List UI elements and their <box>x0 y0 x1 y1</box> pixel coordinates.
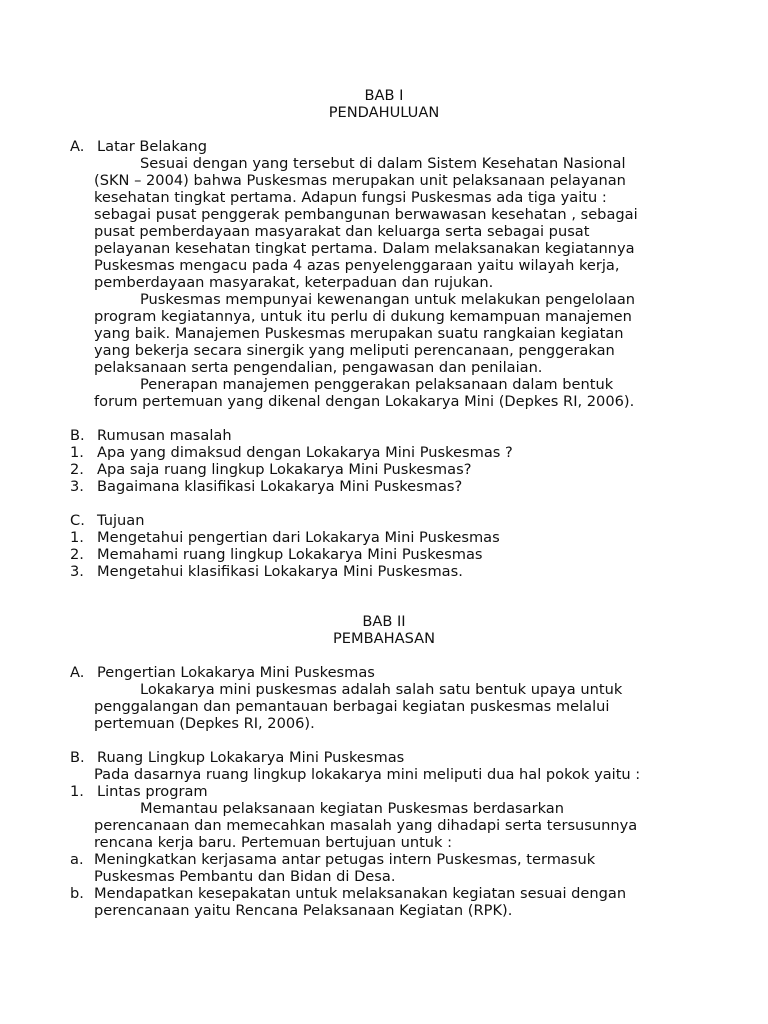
paragraph-line: program kegiatannya, untuk itu perlu di dukung kemampuan manajemen <box>94 308 632 325</box>
list-item <box>70 461 471 478</box>
list-item <box>70 546 483 563</box>
paragraph-line: rencana kerja baru. Pertemuan bertujuan untuk : <box>94 834 453 851</box>
section-heading-rumusan-masalah <box>70 427 232 444</box>
list-item <box>70 783 208 800</box>
section-heading-pengertian <box>70 664 375 681</box>
list-text: Memahami ruang lingkup Lokakarya Mini Puskesmas <box>97 546 483 563</box>
section-heading-tujuan <box>70 512 144 529</box>
alpha-list-item <box>70 851 595 868</box>
list-text: Mendapatkan kesepakatan untuk melaksanakan kegiatan sesuai dengan <box>94 885 627 902</box>
paragraph-line: Lokakarya mini puskesmas adalah salah satu bentuk upaya untuk <box>140 681 623 698</box>
paragraph-line: Pada dasarnya ruang lingkup lokakarya mini meliputi dua hal pokok yaitu : <box>94 766 641 783</box>
section-letter: B. <box>70 427 85 444</box>
section-title: Tujuan <box>97 512 145 529</box>
list-text: Bagaimana klasifikasi Lokakarya Mini Puskesmas? <box>97 478 463 495</box>
chapter-1-heading <box>0 87 768 121</box>
section-letter: B. <box>70 749 85 766</box>
list-number: 1. <box>70 444 84 461</box>
section-title: Pengertian Lokakarya Mini Puskesmas <box>97 664 375 681</box>
paragraph-line: pusat pemberdayaan masyarakat dan keluarga serta sebagai pusat <box>94 223 590 240</box>
chapter-2-heading <box>0 613 768 647</box>
list-item <box>70 478 462 495</box>
chapter-title: BAB I <box>364 87 404 104</box>
paragraph-line: Sesuai dengan yang tersebut di dalam Sistem Kesehatan Nasional <box>140 155 626 172</box>
paragraph-line: perencanaan yaitu Rencana Pelaksanaan Kegiatan (RPK). <box>94 902 513 919</box>
paragraph-line: (SKN – 2004) bahwa Puskesmas merupakan unit pelaksanaan pelayanan <box>94 172 626 189</box>
section-letter: C. <box>70 512 85 529</box>
section-letter: A. <box>70 664 85 681</box>
paragraph-line: pertemuan (Depkes RI, 2006). <box>94 715 315 732</box>
paragraph-line: sebagai pusat penggerak pembangunan berwawasan kesehatan , sebagai <box>94 206 638 223</box>
chapter-title: BAB II <box>362 613 406 630</box>
list-item <box>70 529 500 546</box>
list-number: 3. <box>70 563 84 580</box>
list-text: Mengetahui pengertian dari Lokakarya Mini Puskesmas <box>97 529 500 546</box>
paragraph-line: perencanaan dan memecahkan masalah yang dihadapi serta tersusunnya <box>94 817 638 834</box>
paragraph-line: forum pertemuan yang dikenal dengan Lokakarya Mini (Depkes RI, 2006). <box>94 393 635 410</box>
list-text: Lintas program <box>97 783 208 800</box>
paragraph-line: Penerapan manajemen penggerakan pelaksanaan dalam bentuk <box>140 376 614 393</box>
paragraph-line: Memantau pelaksanaan kegiatan Puskesmas berdasarkan <box>140 800 564 817</box>
list-text: Meningkatkan kerjasama antar petugas intern Puskesmas, termasuk <box>94 851 596 868</box>
paragraph-line: kesehatan tingkat pertama. Adapun fungsi Puskesmas ada tiga yaitu : <box>94 189 607 206</box>
list-text: Apa saja ruang lingkup Lokakarya Mini Puskesmas? <box>97 461 472 478</box>
paragraph-line: pelaksanaan serta pengendalian, pengawasan dan penilaian. <box>94 359 543 376</box>
list-number: 2. <box>70 546 84 563</box>
section-title: Ruang Lingkup Lokakarya Mini Puskesmas <box>97 749 405 766</box>
section-title: Latar Belakang <box>97 138 208 155</box>
list-text: Mengetahui klasifikasi Lokakarya Mini Puskesmas. <box>97 563 463 580</box>
section-letter: A. <box>70 138 85 155</box>
list-number: 1. <box>70 783 84 800</box>
list-text: Apa yang dimaksud dengan Lokakarya Mini Puskesmas ? <box>97 444 513 461</box>
section-title: Rumusan masalah <box>97 427 232 444</box>
list-letter: a. <box>70 851 84 868</box>
paragraph-line: Puskesmas Pembantu dan Bidan di Desa. <box>94 868 396 885</box>
paragraph-line: pelayanan kesehatan tingkat pertama. Dalam melaksanakan kegiatannya <box>94 240 635 257</box>
paragraph-line: yang baik. Manajemen Puskesmas merupakan suatu rangkaian kegiatan <box>94 325 624 342</box>
list-item <box>70 444 513 461</box>
chapter-subtitle: PEMBAHASAN <box>333 630 435 647</box>
paragraph-line: Puskesmas mengacu pada 4 azas penyelenggaraan yaitu wilayah kerja, <box>94 257 620 274</box>
list-number: 1. <box>70 529 84 546</box>
paragraph-line: Puskesmas mempunyai kewenangan untuk melakukan pengelolaan <box>140 291 636 308</box>
list-number: 2. <box>70 461 84 478</box>
section-heading-ruang-lingkup <box>70 749 404 766</box>
paragraph-line: pemberdayaan masyarakat, keterpaduan dan rujukan. <box>94 274 494 291</box>
alpha-list-item <box>70 885 626 902</box>
section-heading-latar-belakang <box>70 138 207 155</box>
paragraph-line: penggalangan dan pemantauan berbagai kegiatan puskesmas melalui <box>94 698 610 715</box>
chapter-subtitle: PENDAHULUAN <box>328 104 440 121</box>
paragraph-line: yang bekerja secara sinergik yang meliputi perencanaan, penggerakan <box>94 342 615 359</box>
list-number: 3. <box>70 478 84 495</box>
list-item <box>70 563 463 580</box>
list-letter: b. <box>70 885 84 902</box>
